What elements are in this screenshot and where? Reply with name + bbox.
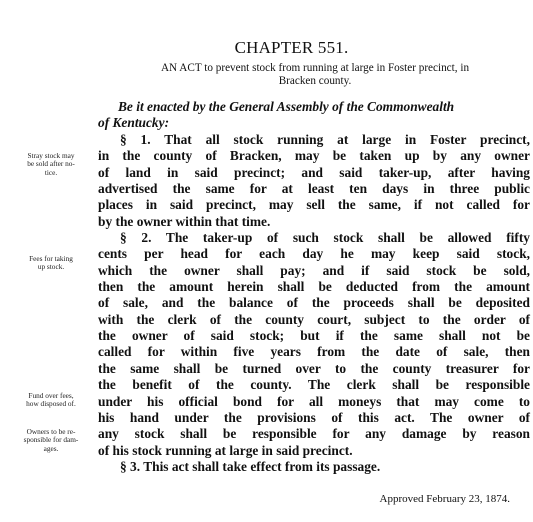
section-2-line: of sale, and the balance of the proceeds shall be deposited — [98, 295, 530, 311]
section-1-line: by the owner within that time. — [98, 213, 271, 229]
section-2-line: the benefit of the county. The clerk shall be responsible — [98, 377, 530, 393]
section-3-line: § 3. This act shall take effect from its passage. — [120, 458, 381, 474]
margin-note-owners — [8, 428, 94, 453]
section-2-line: his hand under the provisions of this act. The owner of — [98, 409, 530, 425]
act-title — [100, 62, 530, 88]
act-body — [98, 132, 530, 475]
act-title-line: Bracken county. — [278, 75, 352, 87]
margin-note-line: tice. — [44, 167, 58, 177]
margin-note-line: Fees for taking — [29, 254, 73, 263]
enacting-clause — [98, 99, 530, 131]
section-1-line: § 1. That all stock running at large in Foster precinct, — [120, 132, 530, 147]
section-2-line: of his stock running at large in said precinct. — [98, 442, 353, 458]
margin-note-line: Fund over fees, — [28, 391, 74, 400]
margin-note-line: be sold after no- — [27, 159, 75, 169]
section-2-line: the same shall be turned over to the county treasurer for — [98, 360, 530, 376]
act-title-line: AN ACT to prevent stock from running at large in Foster precinct, in — [160, 62, 470, 74]
enacting-clause-line: of Kentucky: — [98, 115, 170, 130]
enacting-clause-line: Be it enacted by the General Assembly of the Commonwealth — [118, 99, 455, 114]
approval-date: Approved February 23, 1874. — [379, 493, 510, 505]
section-2-line: called for within five years from the date of sale, then — [98, 344, 530, 360]
section-2-line: the owner of said stock; but if the same shall not be — [98, 328, 530, 344]
margin-note-line: up stock. — [37, 262, 65, 272]
margin-note-line: sponsible for dam- — [23, 435, 79, 445]
margin-note-line: Owners to be re- — [26, 427, 76, 436]
section-1-line: in the county of Bracken, may be taken up by any owner — [98, 148, 530, 164]
section-1-line: of land in said precinct; and said taker-up, after having — [98, 164, 530, 180]
chapter-heading: CHAPTER 551. — [234, 38, 349, 57]
section-2-line: any stock shall be responsible for any damage by reason — [98, 426, 530, 442]
section-1-line: advertised the same for at least ten days in three public — [98, 181, 530, 197]
section-1-line: places in said precinct, may sell the same, if not called for — [98, 197, 530, 213]
margin-note-line: ages. — [43, 443, 59, 453]
margin-note-fund — [8, 392, 94, 409]
margin-note-stray-stock — [8, 152, 94, 177]
section-2-line: cents per head for each day he may keep said stock, — [98, 246, 530, 262]
section-2-line: then the amount herein shall be deducted from the amount — [98, 279, 530, 295]
section-2-line: under his official bond for all moneys that may come to — [98, 393, 530, 409]
margin-note-line: how disposed of. — [26, 399, 76, 409]
margin-note-line: Stray stock may — [27, 151, 75, 160]
section-2-line: with the clerk of the county court, subject to the order of — [98, 311, 530, 327]
section-2-line: § 2. The taker-up of such stock shall be allowed fifty — [120, 230, 530, 246]
section-2-line: which the owner shall pay; and if said stock be sold, — [98, 262, 530, 278]
margin-note-fees — [8, 255, 94, 272]
